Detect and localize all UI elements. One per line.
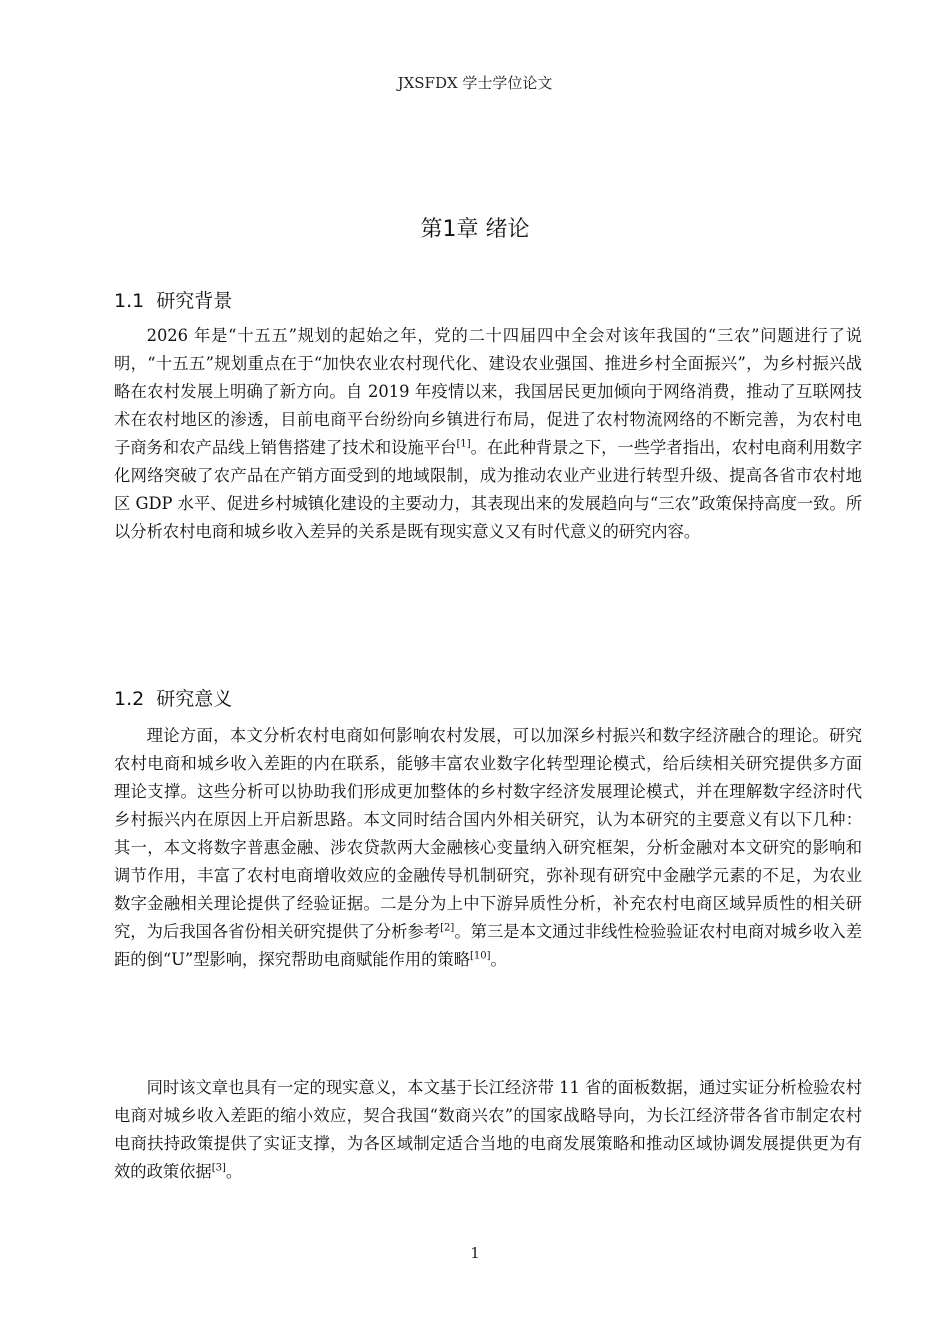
paragraph-text: 。在此种背景之下，一些学者指出，农村电商利用数字化网络突破了农产品在产销方面受到的地域限制，成为推动农业产业进行转型升级、提高各省市农村地区 GDP 水平、促进乡村城镇化建设的主要动力，其表现出来的发展趋向与“三农”政策保持高度一致。所以分析农村电商和城乡收入差异的关系是既有现实意义又有时代意义的研究内容。 (114, 438, 862, 541)
paragraph-text: 。第三是本文通过非线性检验验证农村电商对城乡收入差距的倒“U”型影响，探究帮助电商赋能作用的策略 (114, 922, 862, 969)
paragraph-practice (114, 1074, 862, 1186)
citation-marker: [3] (211, 1162, 226, 1174)
paragraph-theory (114, 722, 862, 974)
chapter-title: 第1章 绪论 (420, 217, 530, 242)
page-number: 1 (470, 1244, 480, 1262)
section-heading-background (114, 286, 232, 313)
section-title: 研究背景 (156, 290, 233, 312)
paragraph-background (114, 322, 862, 546)
citation-marker: [1] (456, 438, 471, 450)
section-number: 1.1 (114, 290, 145, 312)
citation-marker: [2] (440, 922, 455, 934)
section-heading-significance (114, 684, 232, 711)
section-number: 1.2 (114, 688, 145, 710)
paragraph-text: 。 (490, 950, 507, 969)
paragraph-text: 理论方面，本文分析农村电商如何影响农村发展，可以加深乡村振兴和数字经济融合的理论。研究农村电商和城乡收入差距的内在联系，能够丰富农业数字化转型理论模式，给后续相关研究提供多方面理论支撑。这些分析可以协助我们形成更加整体的乡村数字经济发展理论模式，并在理解数字经济时代乡村振兴内在原因上开启新思路。本文同时结合国内外相关研究，认为本研究的主要意义有以下几种：其一，本文将数字普惠金融、涉农贷款两大金融核心变量纳入研究框架，分析金融对本文研究的影响和调节作用，丰富了农村电商增收效应的金融传导机制研究，弥补现有研究中金融学元素的不足，为农业数字金融相关理论提供了经验证据。二是分为上中下游异质性分析，补充农村电商区域异质性的相关研究，为后我国各省份相关研究提供了分析参考 (114, 726, 862, 941)
running-header: JXSFDX 学士学位论文 (397, 74, 553, 92)
paragraph-text: 同时该文章也具有一定的现实意义，本文基于长江经济带 11 省的面板数据，通过实证分析检验农村电商对城乡收入差距的缩小效应，契合我国“数商兴农”的国家战略导向，为长江经济带各省市制定农村电商扶持政策提供了实证支撑，为各区域制定适合当地的电商发展策略和推动区域协调发展提供更为有效的政策依据 (114, 1078, 862, 1181)
citation-marker: [10] (470, 950, 491, 962)
paragraph-text: 。 (225, 1162, 243, 1181)
section-title: 研究意义 (156, 688, 233, 710)
paragraph-text: 2026 年是“十五五”规划的起始之年，党的二十四届四中全会对该年我国的“三农”问题进行了说明，“十五五”规划重点在于“加快农业农村现代化、建设农业强国、推进乡村全面振兴”，为乡村振兴战略在农村发展上明确了新方向。自 2019 年疫情以来，我国居民更加倾向于网络消费，推动了互联网技术在农村地区的渗透，目前电商平台纷纷向乡镇进行布局，促进了农村物流网络的不断完善，为农村电子商务和农产品线上销售搭建了技术和设施平台 (114, 326, 862, 457)
